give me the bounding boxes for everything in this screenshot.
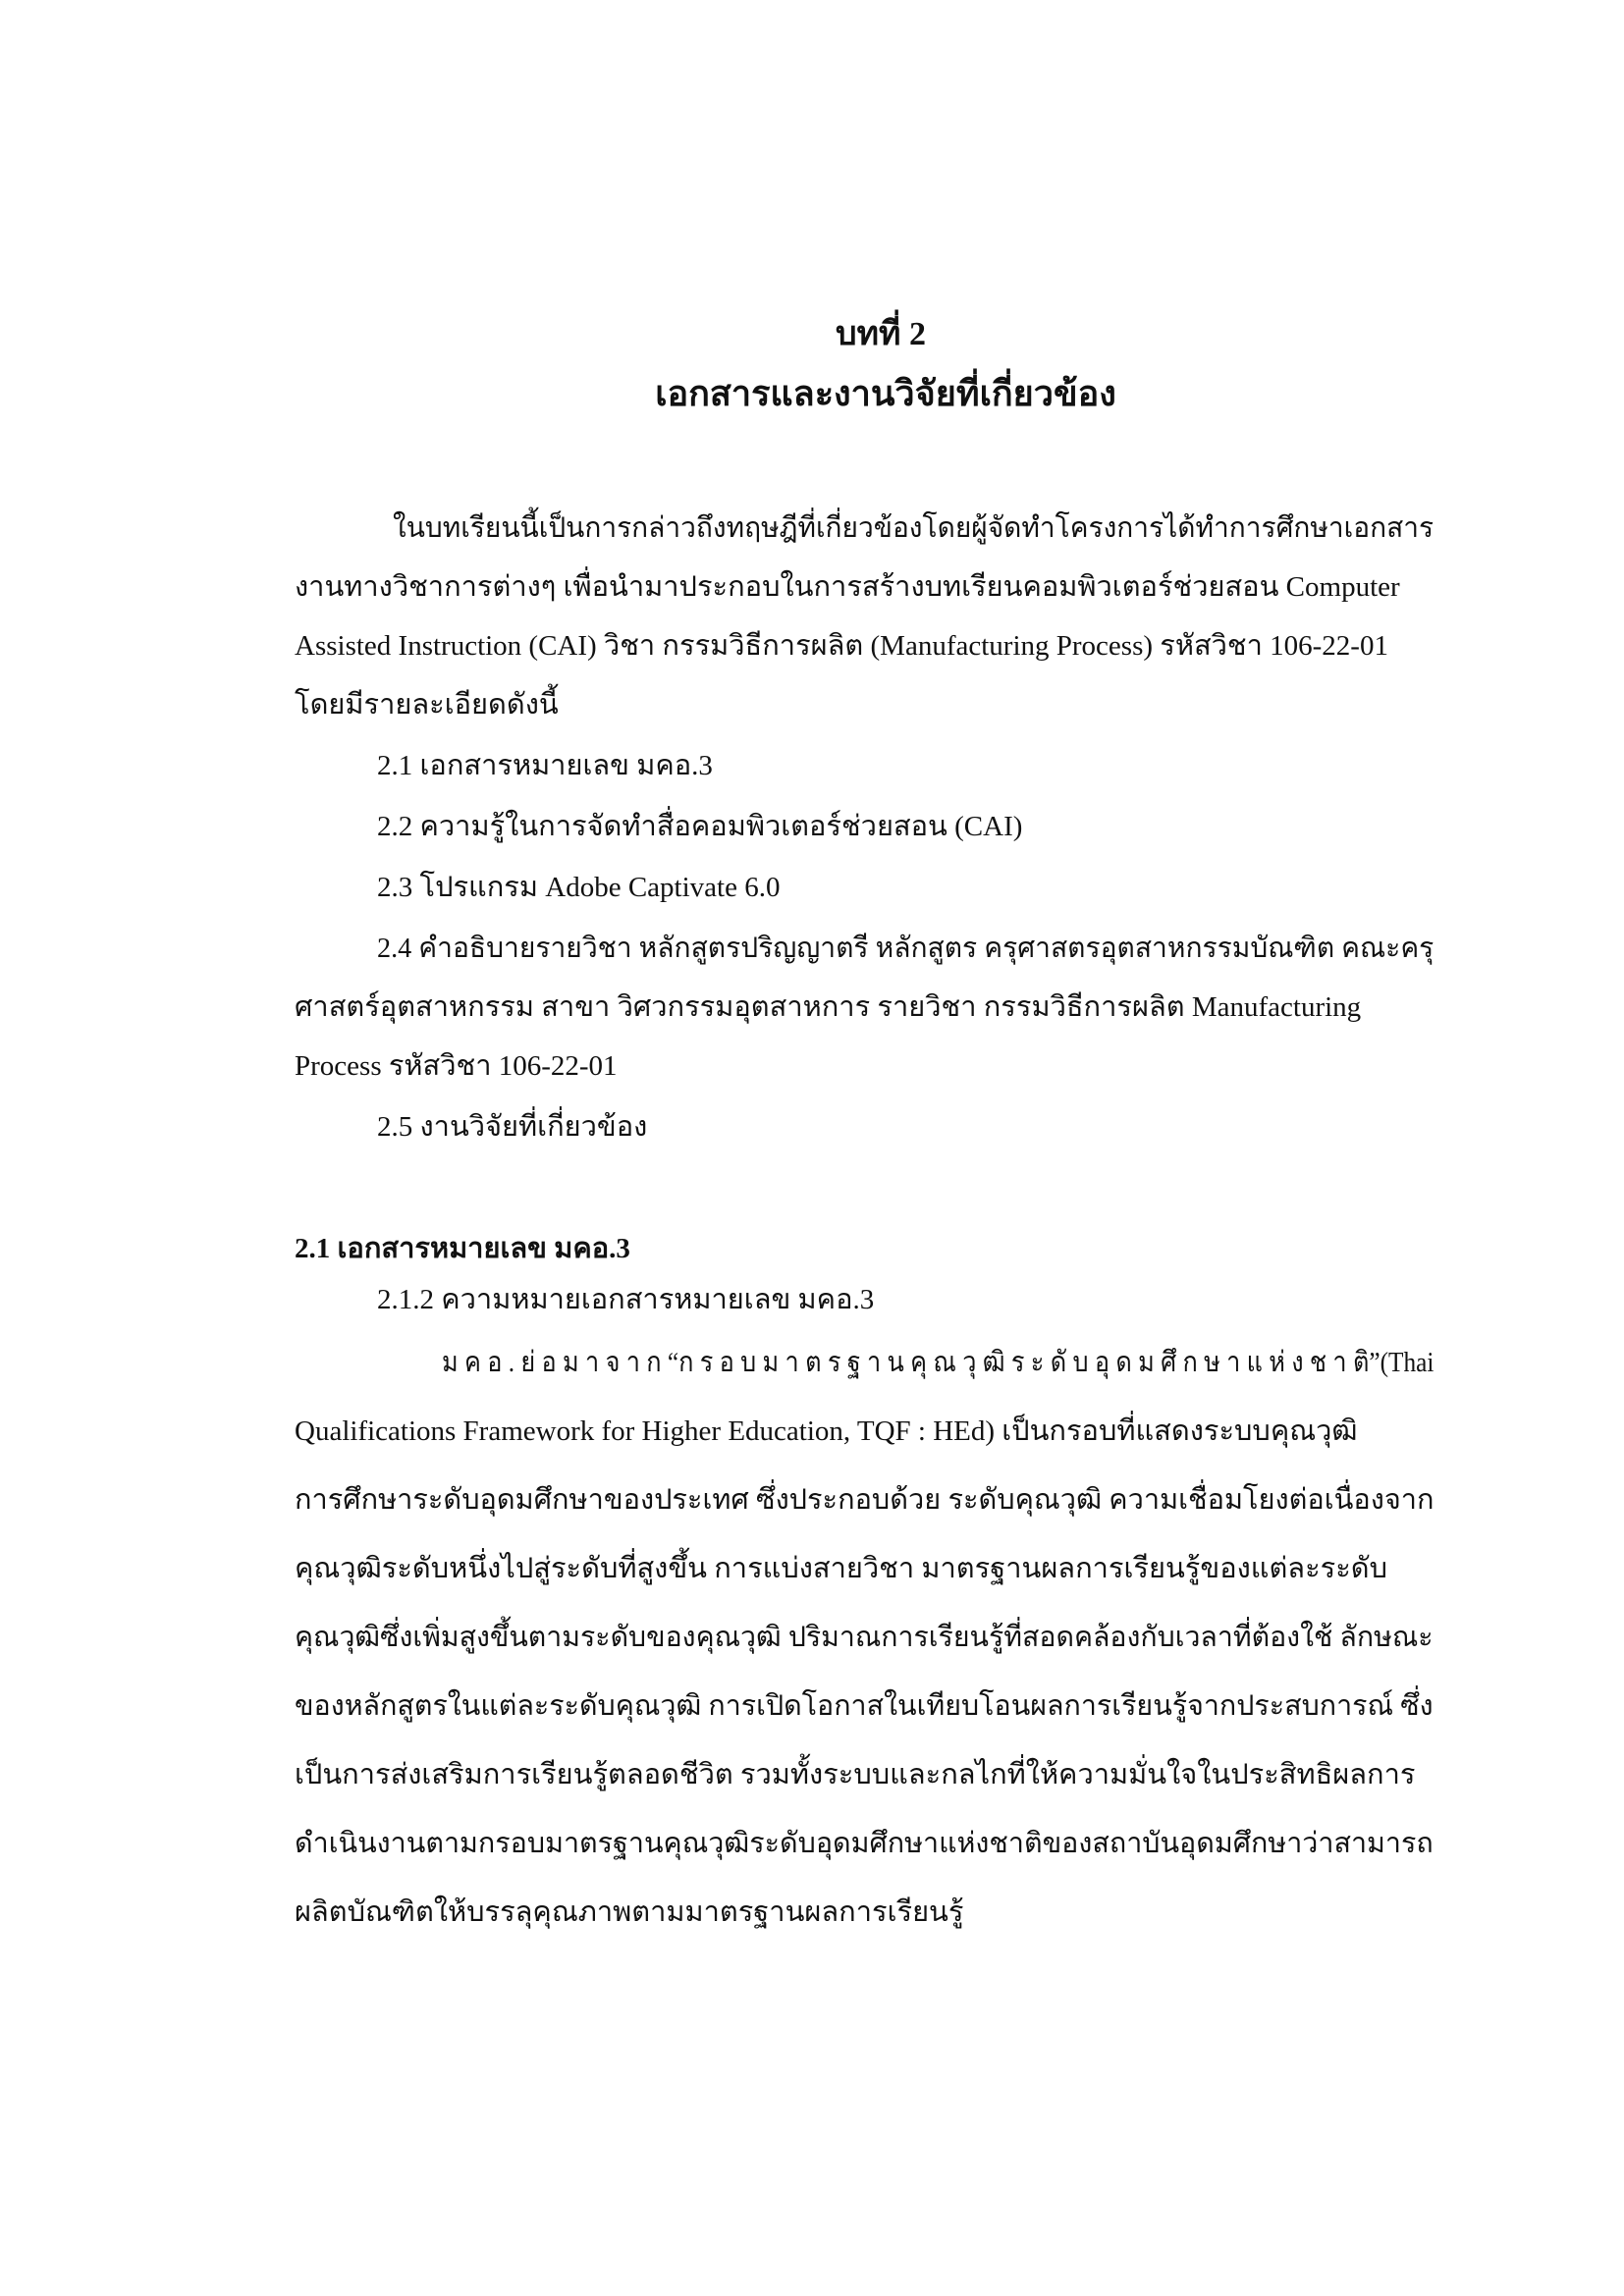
topic-item-2-4-line-2: ศาสตร์อุตสาหกรรม สาขา วิศวกรรมอุตสาหการ รายวิชา กรรมวิธีการผลิต Manufacturing — [295, 991, 1362, 1023]
topic-item-2-4-line-1: 2.4 คำอธิบายรายวิชา หลักสูตรปริญญาตรี หลักสูตร ครุศาสตรอุตสาหกรรมบัณฑิต คณะครุ — [377, 933, 1435, 964]
topic-item-2-2: 2.2 ความรู้ในการจัดทำสื่อคอมพิวเตอร์ช่วยสอน (CAI) — [377, 811, 1023, 842]
subsection-heading-2-1-2: 2.1.2 ความหมายเอกสารหมายเลข มคอ.3 — [377, 1284, 875, 1315]
topic-item-2-4-line-3: Process รหัสวิชา 106-22-01 — [295, 1050, 618, 1082]
paragraph-line-6: ของหลักสูตรในแต่ละระดับคุณวุฒิ การเปิดโอกาสในเทียบโอนผลการเรียนรู้จากประสบการณ์ ซึ่ง — [295, 1690, 1434, 1722]
topic-item-2-1: 2.1 เอกสารหมายเลข มคอ.3 — [377, 750, 713, 781]
paragraph-line-3: การศึกษาระดับอุดมศึกษาของประเทศ ซึ่งประกอบด้วย ระดับคุณวุฒิ ความเชื่อมโยงต่อเนื่องจาก — [295, 1484, 1435, 1516]
paragraph-line-8: ดำเนินงานตามกรอบมาตรฐานคุณวุฒิระดับอุดมศึกษาแห่งชาติของสถาบันอุดมศึกษาว่าสามารถ — [295, 1828, 1434, 1859]
topic-item-2-5: 2.5 งานวิจัยที่เกี่ยวข้อง — [377, 1111, 648, 1143]
intro-line-3: Assisted Instruction (CAI) วิชา กรรมวิธีการผลิต (Manufacturing Process) รหัสวิชา 106-22-01 — [295, 630, 1388, 662]
chapter-number: บทที่ 2 — [836, 316, 926, 352]
paragraph-line-7: เป็นการส่งเสริมการเรียนรู้ตลอดชีวิต รวมทั้งระบบและกลไกที่ให้ความมั่นใจในประสิทธิผลการ — [295, 1759, 1416, 1790]
paragraph-line-1: ม ค อ . ย่ อ ม า จ า ก “ก ร อ บ ม า ต ร ฐ า น คุ ณ วุ ฒิ ร ะ ดั บ อุ ด ม ศึ ก ษ า แ ห่ ง ช า ติ”(Thai — [442, 1347, 1435, 1378]
topic-item-2-3: 2.3 โปรแกรม Adobe Captivate 6.0 — [377, 872, 781, 903]
paragraph-line-5: คุณวุฒิซึ่งเพิ่มสูงขึ้นตามระดับของคุณวุฒิ ปริมาณการเรียนรู้ที่สอดคล้องกับเวลาที่ต้องใช้ ลักษณะ — [295, 1622, 1434, 1653]
paragraph-line-9: ผลิตบัณฑิตให้บรรลุคุณภาพตามมาตรฐานผลการเรียนรู้ — [295, 1896, 964, 1928]
paragraph-line-4: คุณวุฒิระดับหนึ่งไปสู่ระดับที่สูงขึ้น การแบ่งสายวิชา มาตรฐานผลการเรียนรู้ของแต่ละระดับ — [295, 1553, 1388, 1584]
section-heading-2-1: 2.1 เอกสารหมายเลข มคอ.3 — [295, 1233, 630, 1264]
intro-line-4: โดยมีรายละเอียดดังนี้ — [295, 689, 559, 721]
intro-line-2: งานทางวิชาการต่างๆ เพื่อนำมาประกอบในการสร้างบทเรียนคอมพิวเตอร์ช่วยสอน Computer — [295, 571, 1400, 603]
intro-line-1: ในบทเรียนนี้เป็นการกล่าวถึงทฤษฎีที่เกี่ยวข้องโดยผู้จัดทำโครงการได้ทำการศึกษาเอกสาร — [393, 512, 1435, 544]
chapter-title: เอกสารและงานวิจัยที่เกี่ยวข้อง — [655, 374, 1116, 413]
paragraph-line-2: Qualifications Framework for Higher Education, TQF : HEd) เป็นกรอบที่แสดงระบบคุณวุฒิ — [295, 1415, 1358, 1447]
